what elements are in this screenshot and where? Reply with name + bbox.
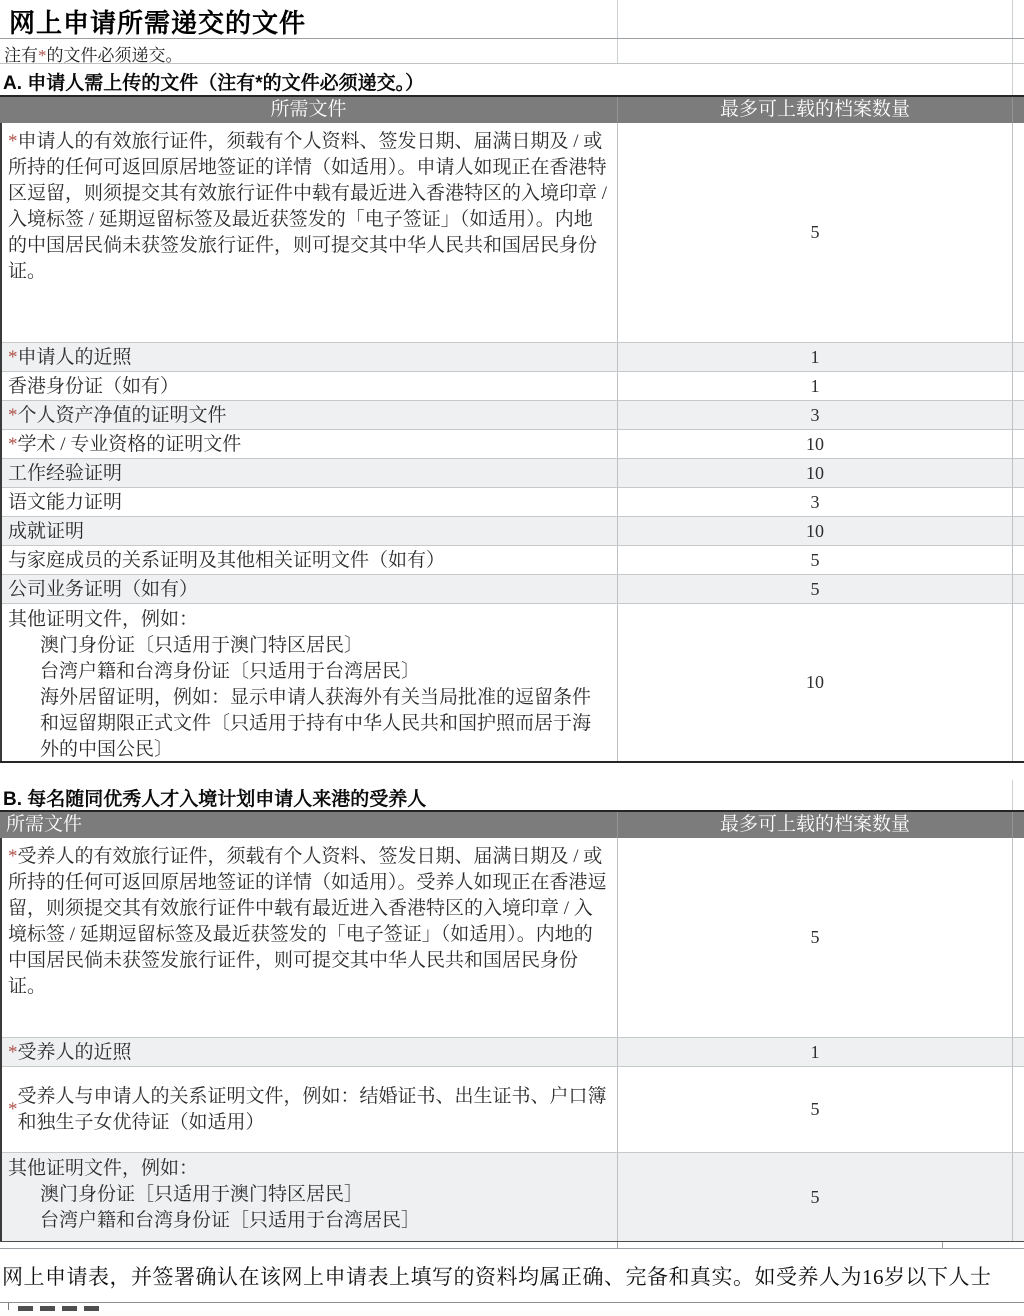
max-count-cell: 5	[618, 1153, 1013, 1241]
section-a-table	[0, 95, 1024, 763]
note-suffix: 的文件必须递交。	[46, 46, 183, 65]
doc-cell	[2, 372, 618, 400]
max-count-cell: 5	[618, 838, 1013, 1037]
section-b-heading-row	[0, 780, 1024, 810]
grid-line	[942, 1242, 943, 1248]
empty-cell	[618, 64, 1013, 95]
required-asterisk: *	[8, 131, 18, 152]
doc-text: 其他证明文件，例如：	[8, 609, 199, 630]
empty-cell	[618, 780, 1013, 810]
title-row	[0, 0, 1024, 39]
doc-cell	[2, 430, 618, 458]
section-a-heading: A. 申请人需上传的文件（注有*的文件必须递交。）	[3, 73, 425, 94]
doc-cell	[2, 1067, 618, 1152]
clipped-text-fragment	[84, 1306, 99, 1311]
column-header-documents: 所需文件	[0, 97, 618, 123]
note-prefix: 注有	[4, 46, 38, 65]
required-asterisk: *	[8, 846, 18, 867]
empty-cell	[1013, 780, 1024, 810]
grid-sliver	[1013, 1038, 1024, 1066]
max-count-cell: 10	[618, 604, 1013, 761]
doc-text: 其他证明文件，例如：	[8, 1158, 199, 1179]
table-row	[2, 372, 1024, 401]
required-note	[0, 39, 618, 63]
doc-cell	[2, 575, 618, 603]
grid-sliver	[1013, 343, 1024, 371]
grid-sliver	[1013, 546, 1024, 574]
footer-text-row	[0, 1249, 1024, 1302]
grid-line	[8, 1303, 9, 1310]
grid-sliver	[1013, 1067, 1024, 1152]
empty-cell	[1013, 39, 1024, 63]
doc-cell	[2, 488, 618, 516]
grid-sliver	[1013, 575, 1024, 603]
table-row	[2, 488, 1024, 517]
required-asterisk: *	[38, 46, 47, 65]
max-count-cell: 5	[618, 1067, 1013, 1152]
empty-cell	[618, 39, 1013, 63]
grid-sliver	[1013, 401, 1024, 429]
required-asterisk: *	[8, 347, 18, 368]
doc-cell	[2, 546, 618, 574]
table-row	[2, 517, 1024, 546]
doc-subitem: 海外居留证明，例如：显示申请人获海外有关当局批准的逗留条件和逗留期限正式文件〔只适用于持有中华人民共和国护照而居于海外的中国公民〕	[40, 687, 592, 760]
doc-cell	[2, 1038, 618, 1066]
empty-cell	[618, 0, 1013, 38]
table-row	[2, 575, 1024, 604]
section-b-heading: B. 每名随同优秀人才入境计划申请人来港的受养人	[3, 789, 427, 810]
section-gap	[0, 763, 1024, 780]
table-row	[2, 401, 1024, 430]
max-count-cell: 5	[618, 123, 1013, 342]
max-count-cell: 1	[618, 1038, 1013, 1066]
column-header-max-files: 最多可上载的档案数量	[618, 97, 1013, 123]
doc-subitems	[8, 1182, 609, 1234]
required-asterisk: *	[8, 434, 18, 455]
doc-cell	[2, 459, 618, 487]
doc-text: 申请人的有效旅行证件，须载有个人资料、签发日期、届满日期及 / 或所持的任何可返回原居地签证的详情（如适用）。申请人如现正在香港特区逗留，则须提交其有效旅行证件中载有最近进入香港特区的入境印章 / 入境标签 / 延期逗留标签及最近获签发的「电子签证」（如适用）。内地的中国居民倘未获签发旅行证件，则可提交其中华人民共和国居民身份证。	[8, 131, 608, 282]
doc-cell	[2, 517, 618, 545]
doc-text: 学术 / 专业资格的证明文件	[17, 434, 242, 455]
max-count-cell: 3	[618, 401, 1013, 429]
section-a-heading-row	[0, 64, 1024, 95]
max-count-cell: 10	[618, 459, 1013, 487]
doc-text: 受养人的近照	[17, 1042, 132, 1063]
doc-cell	[2, 1153, 618, 1241]
grid-sliver	[1013, 604, 1024, 761]
grid-sliver	[1013, 1153, 1024, 1241]
clipped-text-fragment	[40, 1306, 55, 1311]
footer-text: 网上申请表，并签署确认在该网上申请表上填写的资料均属正确、完备和真实。如受养人为16岁以下人士	[2, 1264, 992, 1289]
grid-sliver	[1013, 517, 1024, 545]
doc-text: 受养人的有效旅行证件，须载有个人资料、签发日期、届满日期及 / 或所持的任何可返回原居地签证的详情（如适用）。受养人如现正在香港逗留，则须提交其有效旅行证件中载有最近进入香港特区的入境印章 / 入境标签 / 延期逗留标签及最近获签发的「电子签证」（如适用）。内地的中国居民倘未获签发旅行证件，则可提交其中华人民共和国居民身份证。	[8, 846, 607, 997]
max-count-cell: 10	[618, 430, 1013, 458]
max-count-cell: 1	[618, 372, 1013, 400]
column-header-documents: 所需文件	[0, 812, 618, 838]
max-count-cell: 1	[618, 343, 1013, 371]
section-a-rows	[0, 123, 1024, 761]
doc-subitem: 澳门身份证〔只适用于澳门特区居民〕	[40, 635, 364, 656]
required-asterisk: *	[8, 1042, 18, 1063]
doc-cell	[2, 604, 618, 761]
doc-text: 与家庭成员的关系证明及其他相关证明文件（如有）	[8, 550, 446, 571]
doc-cell	[2, 401, 618, 429]
doc-subitems	[8, 633, 609, 761]
section-b-rows	[0, 838, 1024, 1241]
max-count-cell: 3	[618, 488, 1013, 516]
doc-cell	[2, 123, 618, 342]
required-asterisk: *	[8, 405, 18, 426]
max-count-cell: 5	[618, 575, 1013, 603]
clipped-text-fragment	[18, 1306, 33, 1311]
grid-sliver	[1013, 459, 1024, 487]
doc-text: 工作经验证明	[8, 463, 123, 484]
column-header-max-files: 最多可上载的档案数量	[618, 812, 1013, 838]
grid-sliver	[1013, 372, 1024, 400]
header-sliver	[1013, 812, 1024, 838]
section-b-table	[0, 810, 1024, 1241]
table-header-row	[0, 810, 1024, 838]
clipped-text-fragment	[62, 1306, 77, 1311]
doc-text: 公司业务证明（如有）	[8, 579, 199, 600]
table-row	[2, 343, 1024, 372]
doc-subitem: 澳门身份证［只适用于澳门特区居民］	[40, 1184, 364, 1205]
grid-sliver	[1013, 838, 1024, 1037]
doc-text: 个人资产净值的证明文件	[17, 405, 227, 426]
table-row	[2, 459, 1024, 488]
max-count-cell: 10	[618, 517, 1013, 545]
grid-line	[617, 1242, 618, 1248]
doc-text: 香港身份证（如有）	[8, 376, 180, 397]
doc-text: 语文能力证明	[8, 492, 123, 513]
table-row	[2, 838, 1024, 1038]
table-row	[2, 546, 1024, 575]
table-row	[2, 123, 1024, 343]
header-sliver	[1013, 97, 1024, 123]
doc-cell	[2, 343, 618, 371]
empty-cell	[1013, 64, 1024, 95]
max-count-cell: 5	[618, 546, 1013, 574]
table-row	[2, 604, 1024, 761]
doc-subitem: 台湾户籍和台湾身份证［只适用于台湾居民］	[40, 1210, 421, 1231]
doc-cell	[2, 838, 618, 1037]
grid-sliver	[1013, 430, 1024, 458]
table-row	[2, 1038, 1024, 1067]
footer-divider	[0, 1241, 1024, 1249]
required-asterisk: *	[8, 1099, 18, 1120]
doc-text: 申请人的近照	[17, 347, 132, 368]
note-row	[0, 39, 1024, 64]
empty-cell	[1013, 0, 1024, 38]
doc-subitem: 台湾户籍和台湾身份证〔只适用于台湾居民〕	[40, 661, 421, 682]
doc-text: 受养人与申请人的关系证明文件，例如：结婚证书、出生证书、户口簿和独生子女优待证（如适用）	[17, 1086, 607, 1133]
grid-sliver	[1013, 488, 1024, 516]
table-row	[2, 1153, 1024, 1241]
page-title: 网上申请所需递交的文件	[0, 0, 618, 38]
doc-text: 成就证明	[8, 521, 85, 542]
table-row	[2, 1067, 1024, 1153]
table-row	[2, 430, 1024, 459]
partial-next-row	[0, 1302, 1024, 1310]
table-header-row	[0, 95, 1024, 123]
grid-sliver	[1013, 123, 1024, 342]
